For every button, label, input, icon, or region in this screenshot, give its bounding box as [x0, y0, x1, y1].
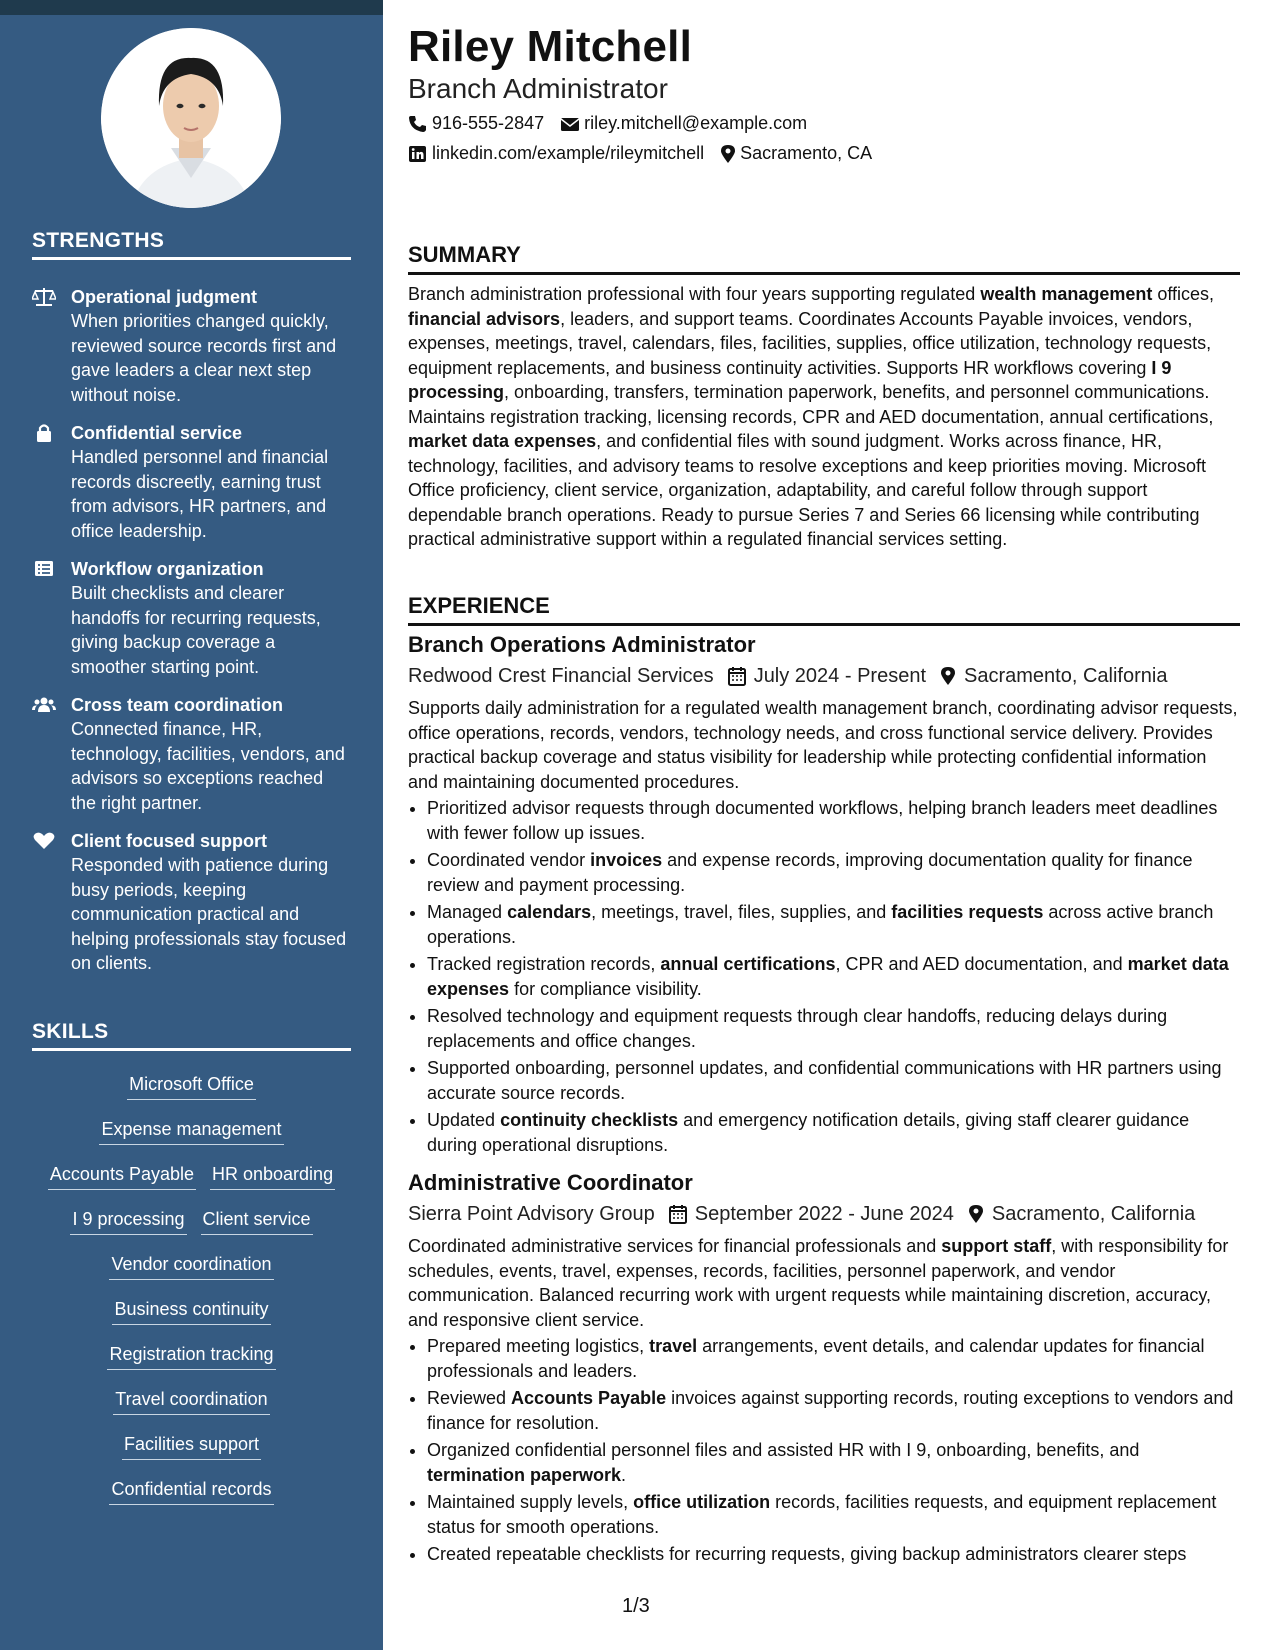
calendar-icon	[669, 1204, 687, 1224]
skill-tag: I 9 processing	[70, 1207, 186, 1235]
strength-item	[32, 421, 352, 543]
linkedin-icon	[408, 145, 428, 163]
sidebar	[0, 15, 383, 1650]
skill-tag: Client service	[201, 1207, 313, 1235]
job-location: Sacramento, California	[991, 1203, 1196, 1225]
skill-tag: Vendor coordination	[109, 1252, 273, 1280]
email-link[interactable]: riley.mitchell@example.com	[584, 113, 808, 133]
candidate-name: Riley Mitchell	[408, 22, 692, 71]
strength-item	[32, 829, 352, 976]
skills-heading: SKILLS	[32, 1020, 351, 1051]
job-description: Supports daily administration for a regulated wealth management branch, coordinating advisor requests, office operations, records, vendors, technology needs, and cross functional service delivery. Provides practical backup coverage and status visibility for leadership while protecting confidential information and maintaining documented procedures.	[408, 698, 1238, 792]
strength-desc: Responded with patience during busy periods, keeping communication practical and helping professionals stay focused on clients.	[71, 855, 347, 973]
bullet-item: • Prepared meeting logistics, travel arrangements, event details, and calendar updates for financial professionals and leaders.	[427, 1334, 1240, 1383]
candidate-title: Branch Administrator	[408, 73, 668, 104]
people-icon	[32, 695, 56, 715]
company-name: Redwood Crest Financial Services	[408, 665, 714, 687]
strength-desc: Connected finance, HR, technology, facilities, vendors, and advisors so exceptions reached the right partner.	[71, 719, 345, 813]
job-entry	[408, 1169, 1240, 1570]
strength-title: Cross team coordination	[71, 695, 284, 715]
linkedin-link[interactable]: linkedin.com/example/rileymitchell	[432, 143, 705, 163]
skill-tag: Travel coordination	[113, 1387, 269, 1415]
strengths-list	[32, 285, 352, 990]
job-meta	[408, 662, 1240, 690]
job-title: Administrative Coordinator	[408, 1170, 693, 1195]
list-icon	[32, 559, 56, 579]
skills-list	[32, 1072, 351, 1522]
skill-tag: Business continuity	[112, 1297, 270, 1325]
experience-heading: EXPERIENCE	[408, 593, 1240, 626]
summary-text: Branch administration professional with four years supporting regulated wealth management offices, financial advisors, leaders, and support teams. Coordinates Accounts Payable invoices, vendors, expenses, meetings, travel, calendars, files, facilities, supplies, office utilization, technology requests, equipment replacements, and business continuity activities. Supports HR workflows covering I 9 processing, onboarding, transfers, termination paperwork, benefits, and personnel communications. Maintains registration tracking, licensing records, CPR and AED documentation, annual certifications, market data expenses, and confidential files with sound judgment. Works across finance, HR, technology, facilities, and advisory teams to resolve exceptions and keep priorities moving. Microsoft Office proficiency, client service, organization, adaptability, and careful follow through support dependable branch operations. Ready to pursue Series 7 and Series 66 licensing while contributing practical administrative support within a regulated financial services setting.	[408, 284, 1215, 549]
skill-tag: Accounts Payable	[48, 1162, 196, 1190]
bullet-item: • Tracked registration records, annual certifications, CPR and AED documentation, and market data expenses for compliance visibility.	[427, 952, 1240, 1001]
strength-title: Workflow organization	[71, 559, 264, 579]
location-pin-icon	[968, 1204, 984, 1224]
bullet-item: • Organized confidential personnel files and assisted HR with I 9, onboarding, benefits, and termination paperwork.	[427, 1438, 1240, 1487]
heart-icon	[32, 831, 56, 851]
bullet-item: • Coordinated vendor invoices and expense records, improving documentation quality for finance review and payment processing.	[427, 848, 1240, 897]
skill-tag: Registration tracking	[107, 1342, 275, 1370]
summary-heading: SUMMARY	[408, 242, 1240, 275]
phone-icon	[408, 115, 428, 133]
contact-row	[408, 143, 872, 164]
strength-desc: Built checklists and clearer handoffs for recurring requests, giving backup coverage a smoother starting point.	[71, 583, 321, 677]
strength-title: Confidential service	[71, 423, 243, 443]
strength-title: Operational judgment	[71, 287, 258, 307]
email-icon	[560, 116, 580, 132]
company-name: Sierra Point Advisory Group	[408, 1203, 655, 1225]
bullet-item: • Managed calendars, meetings, travel, files, supplies, and facilities requests across active branch operations.	[427, 900, 1240, 949]
profile-photo	[101, 28, 281, 208]
skill-tag: Microsoft Office	[127, 1072, 256, 1100]
bullet-item: • Resolved technology and equipment requests through clear handoffs, reducing delays during replacements and office changes.	[427, 1004, 1240, 1053]
page-number: 1/3	[622, 1595, 650, 1617]
job-bullets	[408, 796, 1240, 1157]
location-text: Sacramento, CA	[740, 143, 873, 163]
scale-icon	[32, 287, 56, 307]
strengths-heading: STRENGTHS	[32, 229, 351, 260]
bullet-item: • Created repeatable checklists for recurring requests, giving backup administrators clearer steps	[427, 1542, 1240, 1567]
calendar-icon	[728, 666, 746, 686]
bullet-item: • Updated continuity checklists and emergency notification details, giving staff clearer guidance during operational disruptions.	[427, 1108, 1240, 1157]
strength-desc: When priorities changed quickly, reviewed source records first and gave leaders a clear next step without noise.	[71, 311, 337, 405]
strength-title: Client focused support	[71, 831, 268, 851]
lock-icon	[32, 423, 56, 443]
contact-row	[408, 113, 807, 134]
strength-desc: Handled personnel and financial records discreetly, earning trust from advisors, HR partners, and office leadership.	[71, 447, 329, 541]
job-description: Coordinated administrative services for financial professionals and support staff, with responsibility for schedules, events, travel, expenses, records, facilities, personnel paperwork, and vendor communication. Balanced recurring work with urgent requests while maintaining discretion, accuracy, and responsive client service.	[408, 1236, 1229, 1330]
job-meta	[408, 1200, 1240, 1228]
strength-item	[32, 285, 352, 407]
bullet-item: • Reviewed Accounts Payable invoices against supporting records, routing exceptions to vendors and finance for resolution.	[427, 1386, 1240, 1435]
bullet-item: • Maintained supply levels, office utilization records, facilities requests, and equipment replacement status for smooth operations.	[427, 1490, 1240, 1539]
bullet-item: • Supported onboarding, personnel updates, and confidential communications with HR partners using accurate source records.	[427, 1056, 1240, 1105]
job-dates: September 2022 - June 2024	[694, 1203, 954, 1225]
strength-item	[32, 557, 352, 679]
location-pin-icon	[940, 666, 956, 686]
job-entry	[408, 631, 1240, 1160]
skill-tag: Facilities support	[122, 1432, 261, 1460]
job-dates: July 2024 - Present	[753, 665, 927, 687]
bullet-item: • Prioritized advisor requests through documented workflows, helping branch leaders meet deadlines with fewer follow up issues.	[427, 796, 1240, 845]
job-bullets	[408, 1334, 1240, 1567]
skill-tag: Expense management	[99, 1117, 283, 1145]
sidebar-top-band	[0, 0, 383, 15]
job-title: Branch Operations Administrator	[408, 632, 756, 657]
skill-tag: Confidential records	[109, 1477, 273, 1505]
location-pin-icon	[720, 144, 736, 164]
strength-item	[32, 693, 352, 815]
skill-tag: HR onboarding	[210, 1162, 335, 1190]
phone-text[interactable]: 916-555-2847	[432, 113, 545, 133]
job-location: Sacramento, California	[964, 665, 1168, 687]
